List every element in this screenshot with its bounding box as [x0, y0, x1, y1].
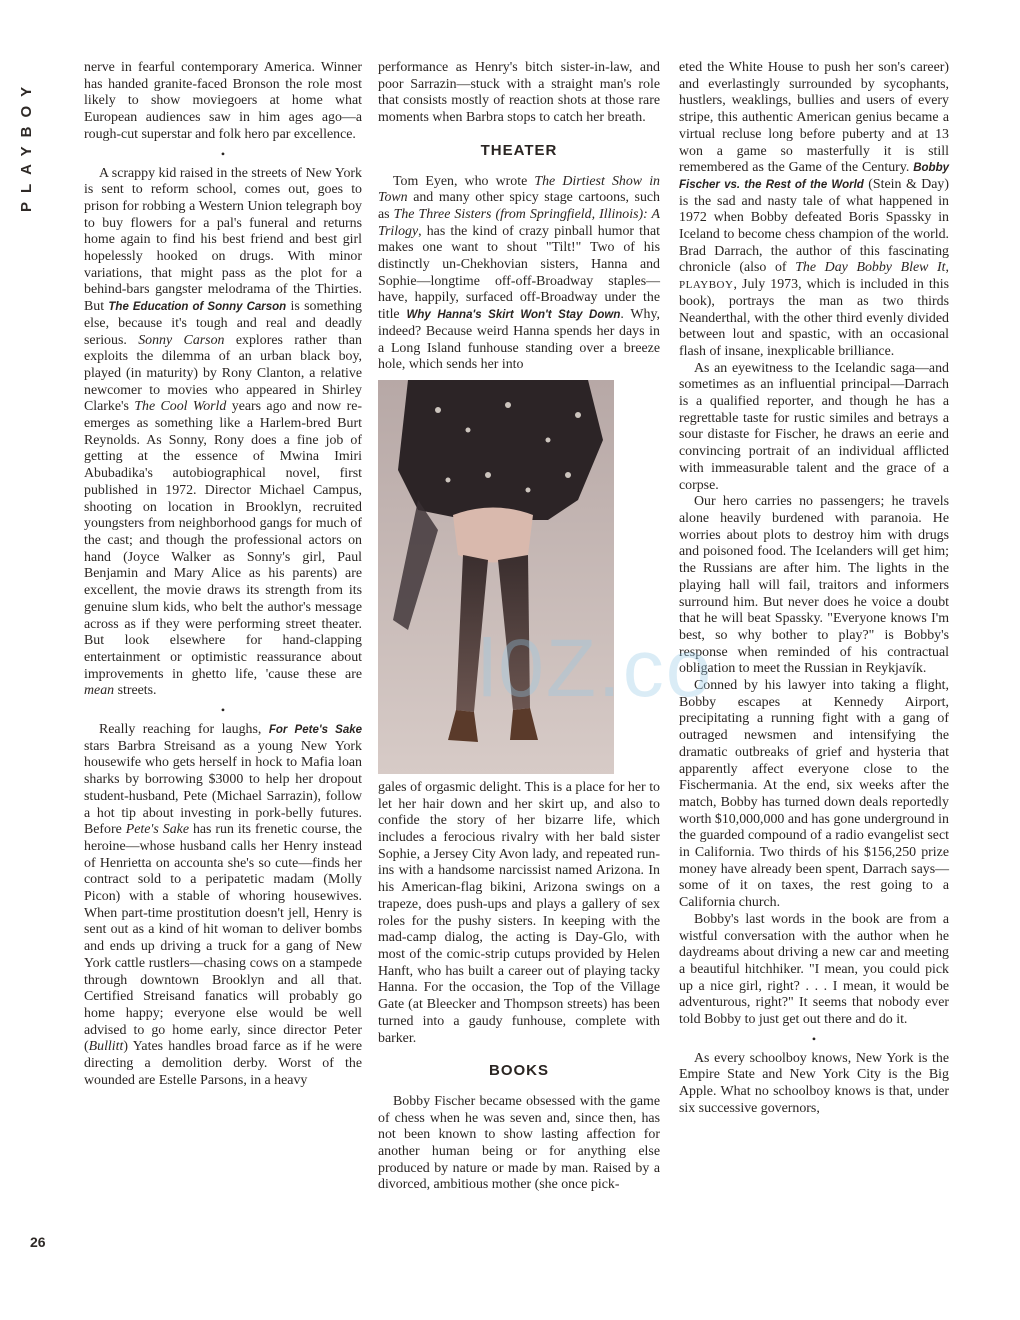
- paragraph: Conned by his lawyer into taking a flight, Bobby escapes at Kennedy Airport, precipitating a running fight with a gang of outraged newsmen and intensifying the dramatic outbreaks of grief and hysteria that apparently affect everyone close to the Fischermania. At the end, six weeks after the match, Bobby has turned down deals reportedly worth $10,000,000 and has gone underground in the guarded compound of a radio evangelist sect in California. Two thirds of his $156,250 prize money have already been spent, Darrach says—some of it on taxes, the rest going to a California church.: [679, 678, 949, 911]
- book-title: Bobby Fischer vs. the Rest of the World: [679, 162, 949, 191]
- page-number: 26: [30, 1234, 46, 1250]
- film-title: The Education of Sonny Carson: [108, 301, 287, 314]
- section-heading-theater: THEATER: [480, 141, 558, 159]
- photo-illustration: [378, 380, 614, 774]
- masthead-text: PLAYBOY: [18, 77, 35, 212]
- paragraph: Really reaching for laughs, For Pete's Sake stars Barbra Streisand as a young New York housewife who gets herself in hock to Mafia loan sharks by borrowing $3000 to help her dropout student-husband, Pete (Michael Sarrazin), follow a hot tip about investing in pork-belly futures. Before Pete's Sake has run its frenetic course, the heroine—whose husband calls her Henry instead of Henrietta on accounta she's so cute—finds her contract sold to a peripatetic madam (Molly Picon) with a stable of whoring housewives. When part-time prostitution doesn't jell, Henry is sent out as a kind of hit woman to deliver bombs and ends up driving a truck for a gang of New York cattle rustlers—chasing cows on a stampede through downtown Brooklyn and all that. Certified Streisand fanatics will probably go home happy; everyone else would be well advised to go home early, since director Peter (Bullitt) Yates handles broad farce as if he were directing a demolition derby. Worst of the wounded are Estelle Parsons, in a heavy: [84, 722, 363, 1088]
- column-2: [378, 60, 660, 1194]
- theater-photo: [378, 380, 614, 774]
- watermark: l0Z.co: [478, 623, 714, 714]
- masthead: [10, 62, 54, 222]
- paragraph: gales of orgasmic delight. This is a place for her to let her hair down and her skirt up, and also to confide the story of her bizarre life, which includes a ferocious rivalry with her bald sister Sophie, a Jersey City Avon lady, and repeated run-ins with a handsome narcissist named Arizona. In his American-flag bikini, Arizona swings on a trapeze, does push-ups and plays a gallery of sex roles for the pushy sisters. In keeping with the mad-camp dialog, the acting is Day-Glo, with most of the comic-strip cutups provided by Helen Hanft, who has built a career out of playing tacky Hanna. For the occasion, the Top of the Village Gate (at Bleecker and Thompson streets) has been turned into a gaudy funhouse, complete with barker.: [378, 779, 660, 1046]
- column-1: [84, 60, 362, 1089]
- paragraph: Bobby Fischer became obsessed with the game of chess when he was seven and, since then, has not been known to show lasting affection for another human being or for anything else produced by nature or made by man. Raised by a divorced, ambitious mother (she once pick-: [378, 1093, 660, 1193]
- section-heading-books: BOOKS: [488, 1062, 549, 1080]
- paragraph: Tom Eyen, who wrote The Dirtiest Show in Town and many other spicy stage cartoons, such as The Three Sisters (from Springfield, Illinois): A Trilogy, has the kind of crazy pinball humor that makes one want to shout "Tilt!" Two of his distinctly un-Chekhovian sisters, Hanna and Sophie—longtime off-off-Broadway staples—have, happily, surfaced off-Broadway under the title Why Hanna's Skirt Won't Stay Down. Why, indeed? Because weird Hanna spends her days in a Long Island funhouse standing over a breeze hole, which sends her into: [378, 173, 660, 373]
- paragraph: eted the White House to push her son's career) and everlastingly surrounded by sycophants, hustlers, weaklings, bullies and users of every stripe, this authentic American genius became a virtual recluse long before puberty and at 13 won a game so masterfully it is still remembered as the Game of the Century. Bobby Fischer vs. the Rest of the World (Stein & Day) is the sad and nasty tale of what happened in 1972 when Bobby defeated Boris Spassky in Iceland to become chess champion of the world. Brad Darrach, the author of this fascinating chronicle (also of The Day Bobby Blew It, PLAYBOY, July 1973, which is included in this book), portrays the man as two thirds Neanderthal, with the other third evenly divided between lout and spastic, with an occasional flash of insane, inexplicable brilliance.: [679, 60, 950, 359]
- paragraph: Our hero carries no passengers; he travels alone heavily burdened with paranoia. He worries about plots to destroy him with drugs and poisoned food. The Icelanders will get him; the Russians are after him. The lights in the playing hall will fail, traitors and informers surround him. But never does he voice a doubt that he will beat Spassky. "Everyone knows I'm best, so why bother to play?" is Bobby's response when reminded of his contractual obligation to meet the Russian in Reykjavík.: [679, 494, 949, 677]
- separator-dot: •: [220, 146, 226, 161]
- play-title: Why Hanna's Skirt Won't Stay Down: [406, 309, 621, 322]
- paragraph: Bobby's last words in the book are from a wistful conversation with the author when he daydreams about driving a new car and meeting a beautiful hitchhiker. "I mean, you could pick up a nice girl, right? . . . I mean, it would be adventurous, right?" It seems that nobody ever told Bobby to just get out there and do it.: [679, 911, 949, 1028]
- separator-dot: •: [811, 1031, 817, 1046]
- separator-dot: •: [220, 703, 226, 718]
- film-title: For Pete's Sake: [268, 724, 363, 737]
- paragraph: As an eyewitness to the Icelandic saga—and sometimes as an influential principal—Darrach is a qualified reporter, and though he has a regrettable taste for rustic similes and betrays a sour distaste for Fischer, he draws an eerie and convincing portrait of an individual afflicted with immeasurable talent and the grace of a corpse.: [679, 360, 949, 493]
- paragraph: performance as Henry's bitch sister-in-law, and poor Sarrazin—stuck with a straight man's role that consists mostly of reaction shots at those rare moments when Barbra stops to catch her breath.: [378, 60, 660, 126]
- column-3: [679, 60, 949, 1118]
- paragraph: A scrappy kid raised in the streets of New York is sent to reform school, comes out, goes to prison for robbing a Western Union telegraph boy to buy flowers for a pal's funeral and returns home again to find his best friend and best girl hopelessly hooked on drugs. With minor variations, that might pass as the plot for a behind-bars gangster melodrama of the Thirties. But The Education of Sonny Carson is something else, because it's tough and real and deadly serious. Sonny Carson explores rather than exploits the dilemma of an urban black boy, played (in maturity) by Rony Clanton, a relative newcomer to movies who appeared in Shirley Clarke's The Cool World years ago and now re-emerges as something like a Harlem-bred Burt Reynolds. As Sonny, Rony does a fine job of getting at the essence of Mwina Imiri Abubadika's autobiographical novel, first published in 1972. Director Michael Campus, shooting on location in Brooklyn, recruited youngsters from neighborhood gangs for much of the cast; and though the professional actors on hand (Joyce Walker as Sonny's girl, Paul Benjamin and Mary Alice as his parents) are excellent, the movie draws its strength from its genuine slum kids, who belt the author's message across as if they were performing street theater. But look elsewhere for hand-clapping entertainment or optimistic reassurance about improvements in ghetto life, 'cause these are mean streets.: [84, 165, 362, 699]
- paragraph: As every schoolboy knows, New York is the Empire State and New York City is the Big Apple. What no schoolboy knows is that, under six successive governors,: [679, 1050, 949, 1116]
- paragraph: nerve in fearful contemporary America. Winner has handed granite-faced Bronson the role most likely to show moviegoers at home what European audiences saw in him ages ago—a rough-cut superstar and folk hero par excellence.: [84, 60, 362, 142]
